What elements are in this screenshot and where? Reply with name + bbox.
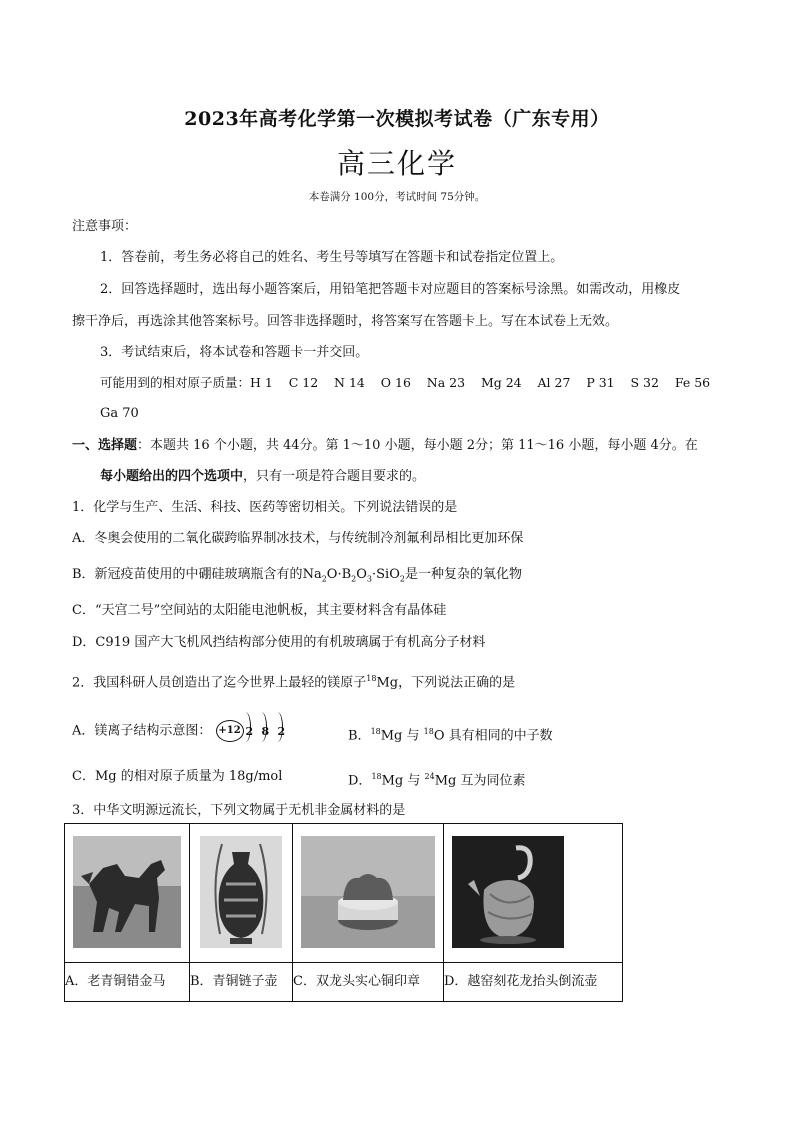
q3-caption-row xyxy=(65,963,623,1002)
q1-formula-sub: 2 xyxy=(351,574,357,584)
q3-stem: 3．中华文明源远流长，下列文物属于无机非金属材料的是 xyxy=(72,803,406,818)
nucleus-circle: +12 xyxy=(216,720,244,742)
section-1-emphasis: 每小题给出的四个选项中 xyxy=(100,469,244,484)
q2-mass-number: 18 xyxy=(371,772,382,781)
q1-option-b-text: B．新冠疫苗使用的中硼硅玻璃瓶含有的 xyxy=(72,567,303,582)
section-1-line-2 xyxy=(100,467,425,487)
score-time-line: 本卷满分 100分，考试时间 75分钟。 xyxy=(308,191,486,203)
q1-formula-sub: 2 xyxy=(321,574,327,584)
q2-mass-number: 18 xyxy=(366,674,377,683)
q1-option-b-tail: 是一种复杂的氧化物 xyxy=(404,567,522,582)
q3-options-table xyxy=(64,823,623,1002)
q2-option-b-tail: O 具有相同的中子数 xyxy=(433,728,553,744)
subject-title: 高三化学 xyxy=(336,147,457,180)
q3-option-b: B．青铜链子壶 xyxy=(190,963,293,1002)
relic-image-cell xyxy=(190,824,293,963)
note-item-1: 1．答卷前，考生务必将自己的姓名、考生号等填写在答题卡和试卷指定位置上。 xyxy=(100,250,564,265)
copper-seal-image xyxy=(293,824,443,958)
q2-mass-number: 18 xyxy=(423,727,434,736)
q2-option-b-label: B． xyxy=(348,728,371,744)
q1-formula-ob: O·B xyxy=(326,567,352,582)
shell-electron-count: 8 xyxy=(261,725,270,738)
relic-image-cell xyxy=(444,824,623,963)
q1-formula-sub: 2 xyxy=(399,574,405,584)
q2-option-b xyxy=(348,722,553,746)
exam-title: 2023年高考化学第一次模拟考试卷（广东专用） xyxy=(184,108,610,130)
notes-heading: 注意事项： xyxy=(72,219,138,234)
q2-element: Mg 与 xyxy=(380,728,424,744)
q2-stem-text: 2．我国科研人员创造出了迄今世界上最轻的镁原子 xyxy=(72,675,367,691)
shell-electron-count: 2 xyxy=(277,725,286,738)
atomic-masses-line-2: Ga 70 xyxy=(100,406,139,421)
section-1-instructions-2: ，只有一项是符合题目要求的。 xyxy=(243,469,426,484)
q1-stem: 1．化学与生产、生活、科技、医药等密切相关。下列说法错误的是 xyxy=(72,500,458,515)
bronze-chain-pot-image xyxy=(190,824,292,958)
q1-option-d: D．C919 国产大飞机风挡结构部分使用的有机玻璃属于有机高分子材料 xyxy=(72,635,486,650)
q2-option-d-tail: Mg 互为同位素 xyxy=(434,773,526,789)
q2-mass-number: 18 xyxy=(370,727,381,736)
section-1-instructions: ：本题共 16 个小题，共 44分。第 1～10 小题，每小题 2分；第 11～16 小题，每小题 4分。在 xyxy=(137,438,698,453)
q2-element: Mg xyxy=(376,675,399,691)
q3-option-a: A．老青铜错金马 xyxy=(65,963,190,1002)
q3-image-row xyxy=(65,824,623,963)
section-1-heading: 一、选择题 xyxy=(72,438,138,453)
q1-formula-sub: 3 xyxy=(366,574,372,584)
yue-kiln-pot-image xyxy=(444,824,622,958)
q1-option-a: A．冬奥会使用的二氧化碳跨临界制冰技术，与传统制冷剂氟利昂相比更加环保 xyxy=(72,531,524,546)
magnesium-ion-structure-diagram xyxy=(216,718,304,744)
q1-option-c: C．“天宫二号”空间站的太阳能电池帆板，其主要材料含有晶体硅 xyxy=(72,603,447,618)
q1-formula-sio: ·SiO xyxy=(372,567,400,582)
q1-formula-o: O xyxy=(356,567,367,582)
q1-option-b xyxy=(72,565,522,590)
relic-image-cell xyxy=(65,824,190,963)
q1-formula-na: Na xyxy=(302,567,322,582)
q2-mass-number: 24 xyxy=(424,772,435,781)
q2-option-a-label: A．镁离子结构示意图： xyxy=(72,723,212,739)
note-item-2-line-2: 擦干净后，再选涂其他答案标号。回答非选择题时，将答案写在答题卡上。写在本试卷上无效。 xyxy=(72,314,619,329)
q2-stem xyxy=(72,669,515,693)
note-item-2-line-1: 2．回答选择题时，选出每小题答案后，用铅笔把答题卡对应题目的答案标号涂黑。如需改动，用橡皮 xyxy=(100,282,681,297)
q3-option-d: D．越窑刻花龙抬头倒流壶 xyxy=(444,963,623,1002)
q2-option-d xyxy=(348,767,525,791)
q2-option-d-label: D． xyxy=(348,773,372,789)
q2-stem-tail: ，下列说法正确的是 xyxy=(398,675,516,691)
section-1-line-1 xyxy=(72,436,698,456)
q2-option-a xyxy=(72,718,304,744)
relic-image-cell xyxy=(293,824,444,963)
atomic-masses-line-1: 可能用到的相对原子质量：H 1 C 12 N 14 O 16 Na 23 Mg 24 Al 27 P 31 S 32 Fe 56 xyxy=(100,375,711,390)
q2-element: Mg 与 xyxy=(381,773,425,789)
q2-option-c: C．Mg 的相对原子质量为 18g/mol xyxy=(72,769,283,784)
bronze-horse-image xyxy=(65,824,189,958)
shell-electron-count: 2 xyxy=(245,725,254,738)
note-item-3: 3．考试结束后，将本试卷和答题卡一并交回。 xyxy=(100,345,369,360)
q3-option-c: C．双龙头实心铜印章 xyxy=(293,963,444,1002)
